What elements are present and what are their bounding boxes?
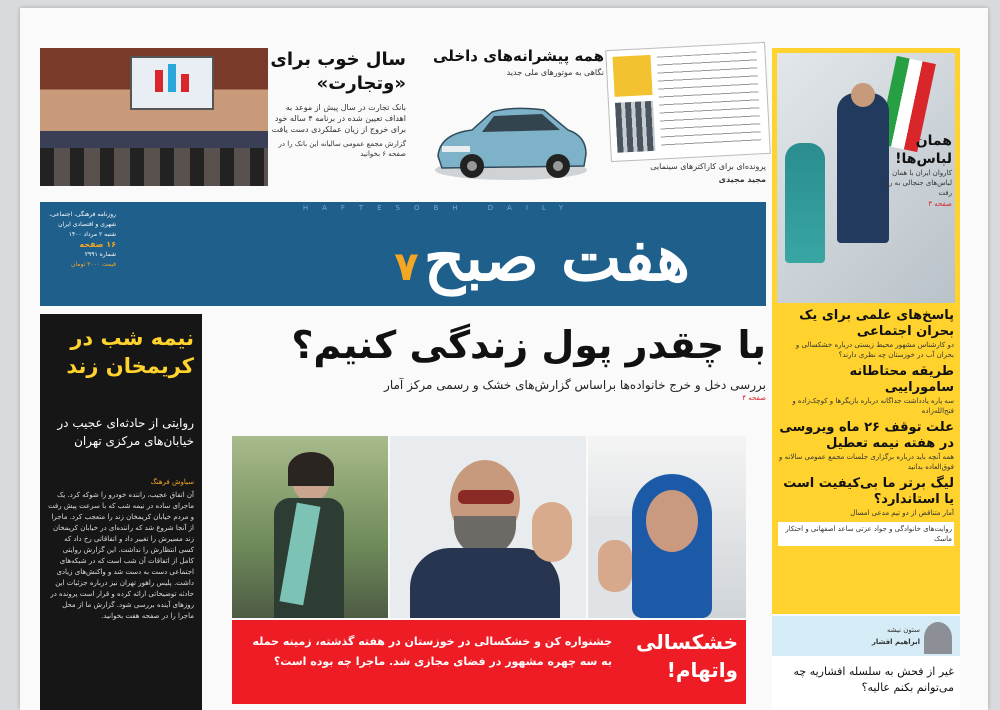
info-price: قیمت ۳۰۰۰ تومان (71, 261, 116, 268)
olympics-ref: صفحه ۳ (928, 200, 952, 208)
car-photo (432, 94, 590, 190)
info-line-1: روزنامه فرهنگی، اجتماعی، (49, 211, 116, 218)
photo-man-center (390, 436, 586, 618)
columnist-avatar (924, 622, 952, 654)
olympics-body: کاروان ایران با همان لباس‌های جنجالی به رژه رفت (881, 169, 952, 197)
trade-story[interactable] (270, 48, 406, 188)
olympics-story[interactable] (872, 132, 952, 211)
car-headline: همه پیشرانه‌های داخلی (433, 47, 604, 65)
feature-label: خشکسالی واتهام! (635, 630, 738, 682)
masthead-latin: HAFTESOBH DAILY (302, 204, 578, 212)
car-body: نگاهی به موتورهای ملی جدید (506, 68, 604, 77)
right-stories (778, 308, 954, 546)
logo-text: هفت صبح (423, 221, 690, 296)
trade-body: بانک تجارت در سال پیش از موعد به اهداف تعیین شده در برنامه ۴ ساله خود برای خروج از زیان عملکردی دست یافت (271, 103, 406, 134)
columnist-box[interactable] (772, 616, 960, 710)
story-1-body: دو کارشناس مشهور محیط زیستی درباره خشکسالی و بحران آب در خوزستان چه نظری دارند؟ (795, 341, 954, 359)
feature-box[interactable] (232, 620, 746, 704)
story-3-headline: علت توقف ۲۶ ماه ویروسی در هفته نیمه تعطیل (779, 420, 954, 451)
main-story[interactable] (230, 314, 766, 426)
story-2-headline: طریقه محتاطانه ساموراییی (849, 364, 954, 395)
masthead (40, 202, 766, 306)
left-column[interactable] (40, 314, 202, 710)
cinema-photo (605, 42, 771, 162)
left-headline: نیمه شب در کریمخان زند (66, 326, 194, 378)
cinema-author: مجید مجیدی (718, 175, 766, 184)
logo-seven: ۷ (394, 244, 419, 290)
right-column (772, 48, 960, 614)
trade-headline: سال خوب برای «وتجارت» (270, 49, 406, 94)
main-headline: با چقدر پول زندگی کنیم؟ (291, 323, 766, 367)
masthead-info (46, 210, 116, 270)
columnist-label: ستون نیشه (886, 626, 920, 634)
photo-woman-left (232, 436, 388, 618)
photo-woman-right (588, 436, 746, 618)
info-issue: شماره ۲۹۹۱ (84, 251, 116, 258)
newspaper-front-page (20, 8, 988, 710)
info-pages: ۱۶ صفحه (79, 240, 116, 249)
trade-more: گزارش مجمع عمومی سالیانه این بانک را در صفحه ۶ بخوانید (278, 140, 406, 158)
feature-body: جشنواره کن و خشکسالی در خوزستان در هفته گذشته، زمینه حمله به سه چهره مشهور در فضای مجازی شد. ماجرا چه بوده است؟ (252, 635, 612, 668)
columnist-teaser: غیر از فحش به سلسله افشاریه چه می‌توانم بکنم عالیه؟ (793, 665, 954, 694)
story-1-headline: پاسخ‌های علمی برای یک بحران اجتماعی (799, 308, 954, 339)
story-2-body: سه پاره یادداشت جداگانه درباره بازیگرها و کوچک‌زاده و فتح‌الله‌زاده (792, 397, 954, 415)
story-4-body: آمار متناقض از دو تیم مدعی امسال (850, 509, 954, 517)
story-2[interactable] (778, 364, 954, 416)
left-body: آن اتفاق عجیب، راننده خودرو را شوکه کرد. یک ماجرای ساده در نیمه شب که با سرعت پیش رفت و مردم خیابان کریمخان زند را متعجب کرد. ماجرا از آنجا شروع شد که راننده‌ای در خیابان کریمخان زند مسیرش را تغییر داد و اتفاقاتی رخ داد که کسی انتظارش را نداشت. این گزارش روایتی کامل از اتفاقات آن شب است که در شبکه‌های اجتماعی دست به دست شد و واکنش‌های زیادی داشت. پلیس راهور تهران نیز درباره جزئیات این حادثه توضیحاتی ارائه کرده و قرار است پرونده در روزهای آینده بررسی شود. گزارش ما از محل ماجرا را در صفحه هفت بخوانید. (48, 491, 194, 620)
main-ref: صفحه ۴ (742, 394, 766, 402)
main-subheadline: بررسی دخل و خرج خانواده‌ها براساس گزارش‌های خشک و رسمی مرکز آمار (384, 378, 766, 392)
trade-photo (40, 48, 268, 186)
story-3[interactable] (778, 420, 954, 472)
info-line-3: شنبه ۲ مرداد ۱۴۰۰ (68, 231, 116, 238)
bottom-note[interactable]: روایت‌های خانوادگی و جواد عزتی ساعد اصفهانی و احتکار ماسک (778, 522, 954, 546)
info-line-2: شهری و اقتصادی ایران (58, 221, 116, 228)
story-3-body: همه آنچه باید درباره برگزاری جلسات مجمع عمومی سالانه و فوق‌العاده بدانید (779, 453, 954, 471)
olympics-headline: همان لباس‌ها! (895, 133, 952, 167)
left-author: سیاوش فرهنگ (150, 478, 194, 486)
cinema-caption-box[interactable] (618, 160, 766, 192)
masthead-logo (240, 216, 690, 302)
columnist-name: ابراهیم افشار (871, 638, 920, 646)
story-4-headline: لیگ برتر ما بی‌کیفیت است یا استاندارد؟ (783, 476, 954, 507)
cinema-caption: پرونده‌ای برای کاراکترهای سینمایی (650, 162, 766, 171)
story-1[interactable] (778, 308, 954, 360)
left-subheadline: روایتی از حادثه‌ای عجیب در خیابان‌های مرکزی تهران (57, 416, 194, 448)
story-4[interactable] (778, 476, 954, 518)
